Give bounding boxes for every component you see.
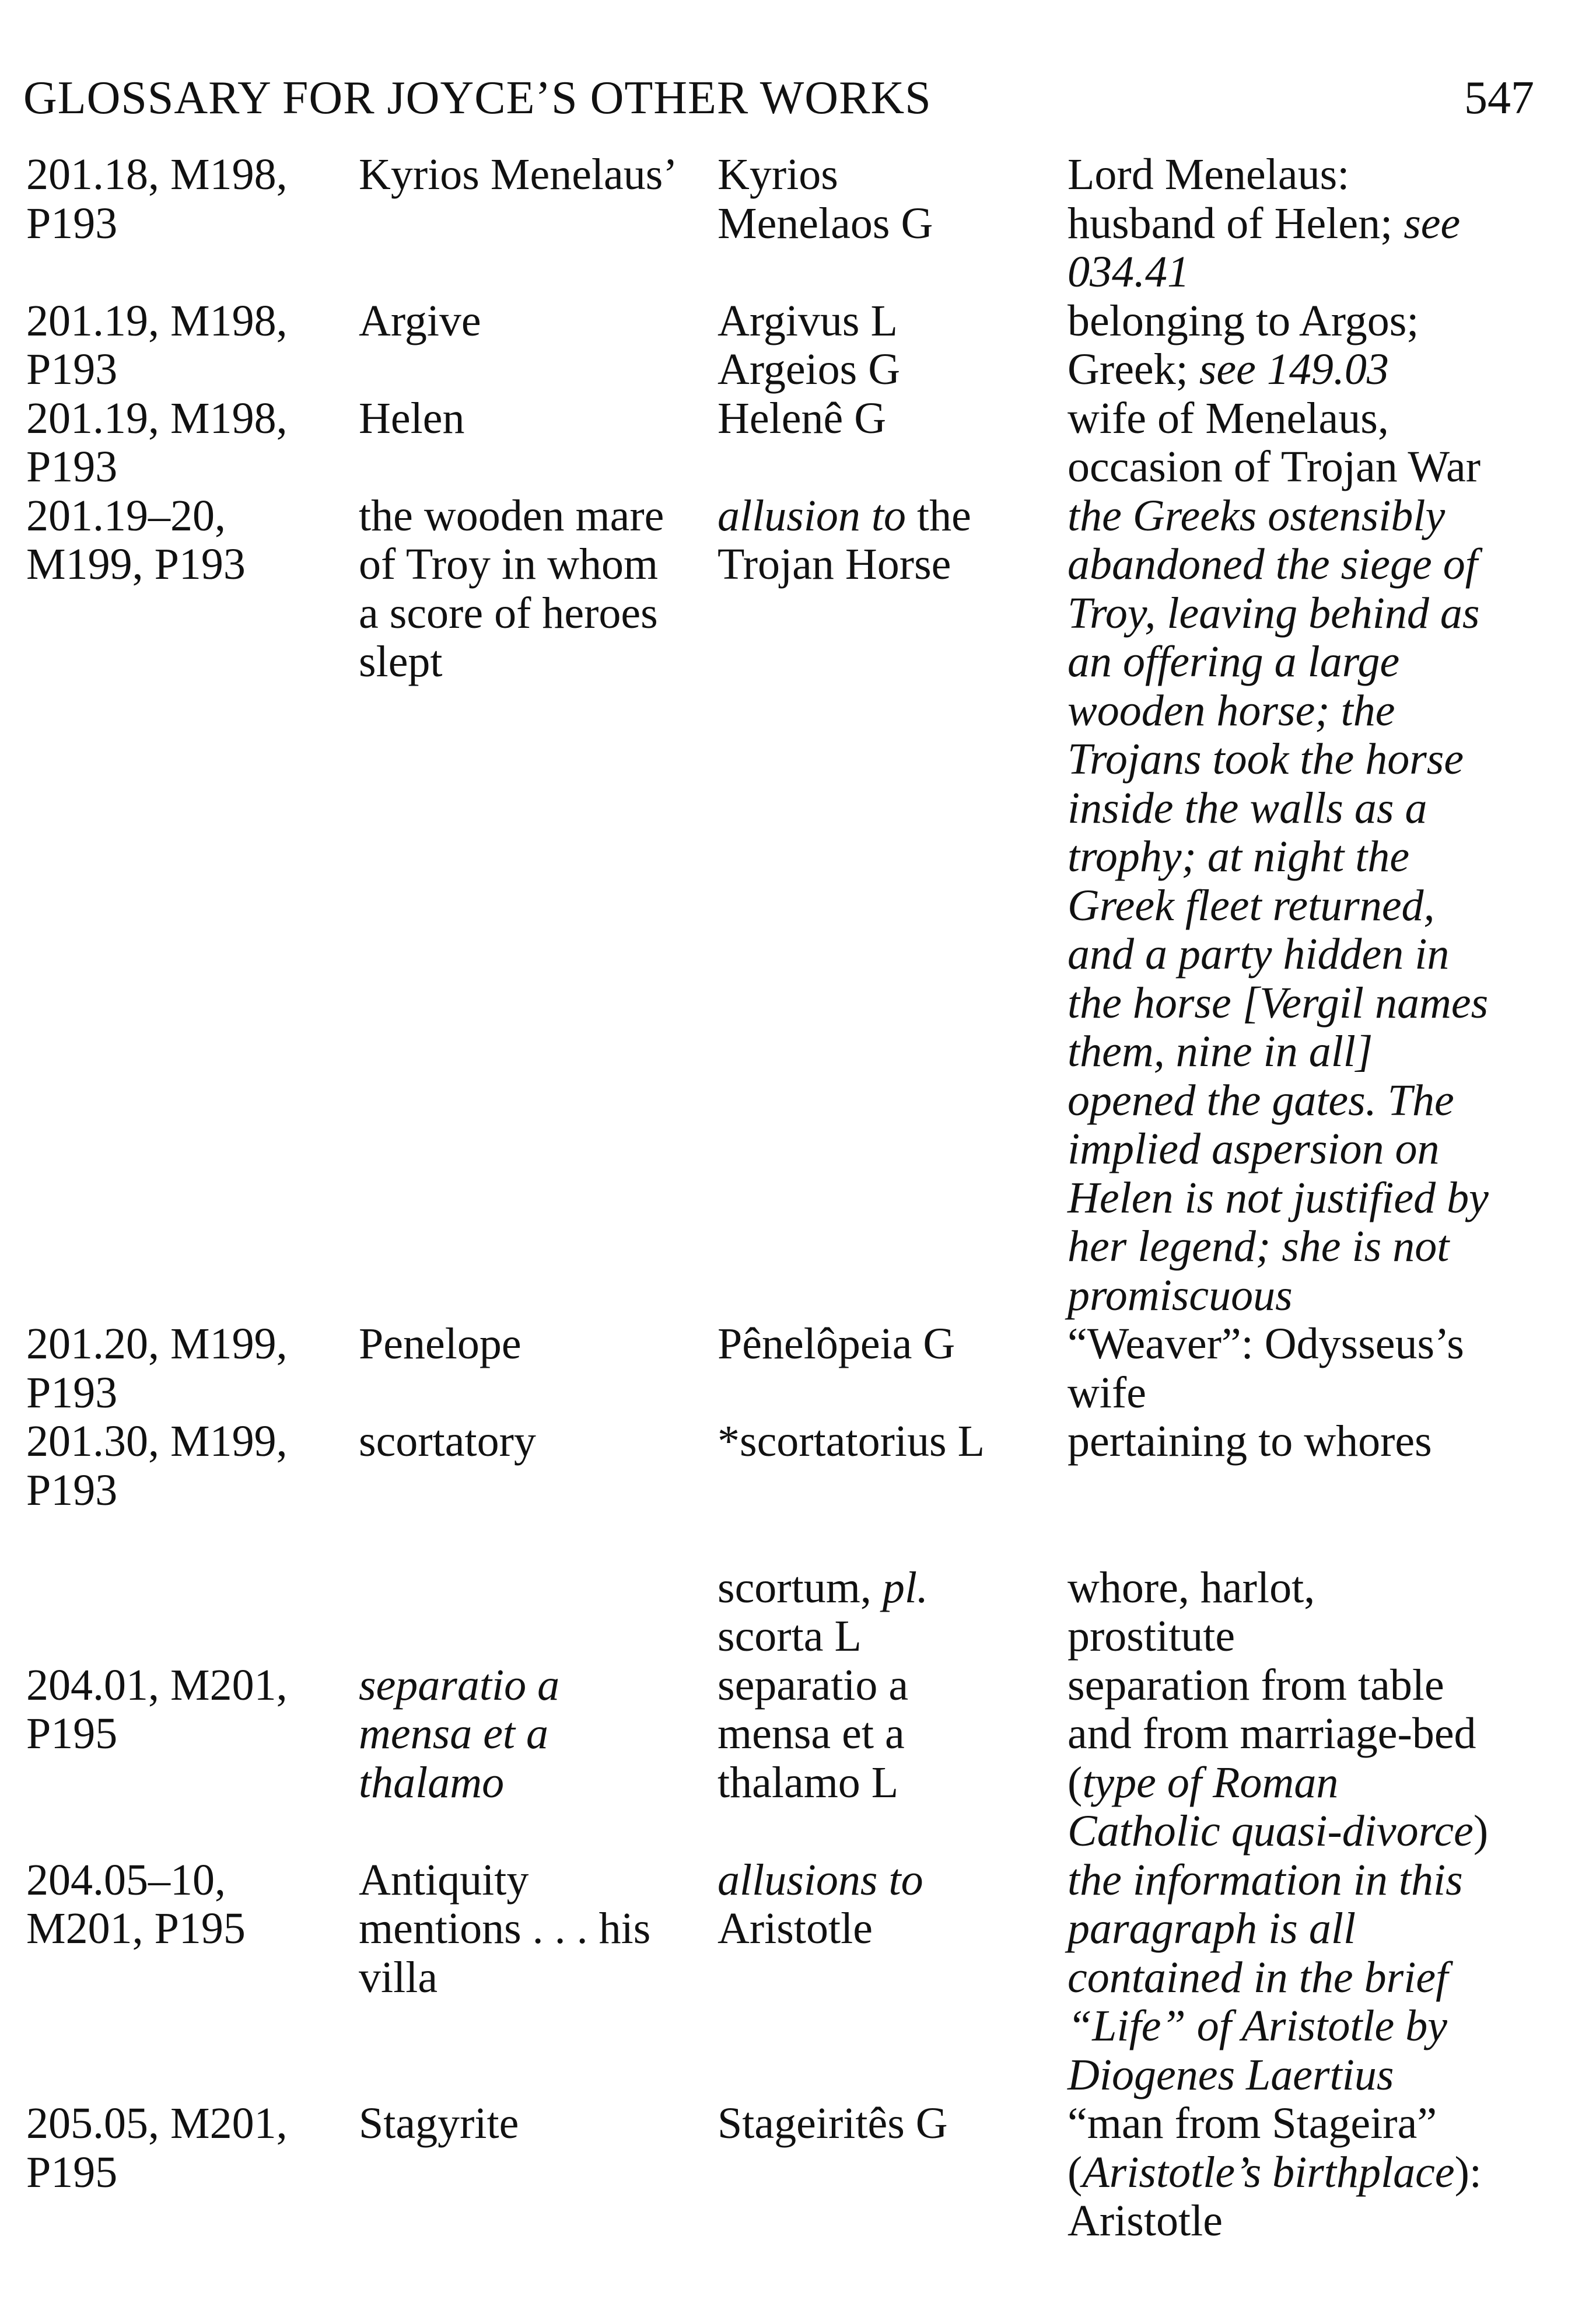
entry-reference-line: 205.05, M201, <box>26 2099 288 2148</box>
entry-definition-text: abandoned the siege of <box>1068 540 1478 589</box>
entry-origin-line <box>718 394 1068 443</box>
entry-definition-line <box>1068 930 1581 979</box>
entry-definition-text: Greek fleet returned, <box>1068 881 1435 930</box>
entry-term <box>359 297 720 346</box>
entry-reference-line: 201.18, M198, <box>26 150 288 199</box>
entry-term-line <box>359 2099 720 2148</box>
entry-definition-line <box>1068 638 1581 687</box>
entry-origin-line <box>718 1856 1068 1905</box>
entry-definition-text: Trojans took the horse <box>1068 735 1464 784</box>
entry-term-text: slept <box>359 637 443 686</box>
glossary-entry <box>0 1564 1596 1661</box>
page-number: 547 <box>1464 72 1534 124</box>
entry-definition-line <box>1068 1369 1581 1418</box>
entry-definition-line <box>1068 833 1581 882</box>
entry-term <box>359 1417 720 1466</box>
entry-origin-line <box>718 1320 1068 1369</box>
entry-term-line <box>359 492 720 541</box>
entry-term-line <box>359 1856 720 1905</box>
entry-definition <box>1068 2099 1581 2246</box>
entry-definition-text: them, nine in all] <box>1068 1027 1373 1076</box>
entry-definition-line <box>1068 1612 1581 1661</box>
entry-origin-text: Aristotle <box>718 1904 873 1953</box>
entry-definition-line <box>1068 1905 1581 1954</box>
entry-definition-text: separation from table <box>1068 1660 1444 1710</box>
entry-reference <box>26 297 353 394</box>
entry-definition-text: Troy, leaving behind as <box>1068 588 1480 638</box>
entry-definition-text: and a party hidden in <box>1068 930 1450 979</box>
entry-definition-line <box>1068 394 1581 443</box>
entry-term-line <box>359 1954 720 2003</box>
entry-origin-line <box>718 151 1068 200</box>
entry-term-text: of Troy in whom <box>359 540 659 589</box>
entry-origin <box>718 394 1068 443</box>
entry-reference <box>26 151 353 248</box>
entry-definition-line <box>1068 1271 1581 1320</box>
entry-definition-line <box>1068 735 1581 784</box>
entry-definition-line <box>1068 443 1581 492</box>
entry-term <box>359 492 720 687</box>
entry-origin-text: Argivus L <box>718 296 898 345</box>
entry-reference-line: P195 <box>26 2147 118 2197</box>
entry-reference-line: 201.19, M198, <box>26 393 288 443</box>
entry-definition-text: “man from Stageira” <box>1068 2099 1437 2148</box>
entry-origin-line <box>718 1564 1068 1613</box>
entry-origin-line <box>718 1759 1068 1808</box>
glossary-entry <box>0 1320 1596 1417</box>
entry-definition-text: wife <box>1068 1368 1147 1417</box>
entry-definition-line <box>1068 492 1581 541</box>
entry-definition-text: her legend; she is not <box>1068 1222 1450 1271</box>
entry-term-line <box>359 1759 720 1808</box>
entry-definition-line <box>1068 1125 1581 1174</box>
entry-term-text: Kyrios Menelaus’ <box>359 150 678 199</box>
entry-definition-text: paragraph is all <box>1068 1904 1356 1953</box>
entry-definition-text: see <box>1404 198 1461 248</box>
running-head-title: GLOSSARY FOR JOYCE’S OTHER WORKS <box>23 72 932 124</box>
entry-reference <box>26 492 353 589</box>
entry-definition-text: an offering a large <box>1068 637 1400 686</box>
entry-definition-text: see 149.03 <box>1199 345 1389 394</box>
entry-definition-text: Helen is not justified by <box>1068 1173 1489 1222</box>
entry-term-text: Argive <box>359 296 481 345</box>
glossary-entry <box>0 1417 1596 1515</box>
entry-origin-text: *scortatorius L <box>718 1417 985 1466</box>
entry-definition-text: Catholic quasi-divorce <box>1068 1807 1474 1856</box>
entry-definition-line <box>1068 1077 1581 1126</box>
entry-definition-text: promiscuous <box>1068 1270 1293 1320</box>
entry-reference-line: 201.30, M199, <box>26 1417 288 1466</box>
entry-definition-text: “Life” of Aristotle by <box>1068 2001 1448 2050</box>
entry-term <box>359 1661 720 1808</box>
glossary-entry <box>0 492 1596 1320</box>
entry-definition-text: ) <box>1473 1807 1489 1856</box>
entry-term-text: Stagyrite <box>359 2099 519 2148</box>
entry-term-text: mensa et a <box>359 1709 549 1758</box>
entry-definition-text: inside the walls as a <box>1068 783 1427 833</box>
entry-origin-line <box>718 1905 1068 1954</box>
entry-origin-text: Kyrios <box>718 150 838 199</box>
entry-reference-line: 204.05–10, <box>26 1855 226 1905</box>
entry-origin-line <box>718 540 1068 589</box>
entry-origin-line <box>718 1661 1068 1710</box>
entry-definition-line <box>1068 297 1581 346</box>
entry-origin-line <box>718 345 1068 394</box>
entry-definition-line <box>1068 2002 1581 2051</box>
entry-reference <box>26 394 353 492</box>
glossary-entry <box>0 2099 1596 2246</box>
entry-definition-text: ( <box>1068 1758 1083 1807</box>
entry-definition-text: ): <box>1454 2147 1482 2197</box>
entry-definition-text: Aristotle’s birthplace <box>1082 2147 1455 2197</box>
entry-origin <box>718 1417 1068 1466</box>
entry-term-line <box>359 638 720 687</box>
entry-reference-line: M201, P195 <box>26 1904 246 1953</box>
entry-definition-text: occasion of Trojan War <box>1068 442 1481 491</box>
entry-origin-text: separatio a <box>718 1660 909 1710</box>
entry-definition-text: pertaining to whores <box>1068 1417 1432 1466</box>
entry-origin-text: Helenê G <box>718 393 887 443</box>
entry-term-text: thalamo <box>359 1758 505 1807</box>
entry-term <box>359 1856 720 2003</box>
entry-reference-line: 201.20, M199, <box>26 1319 288 1368</box>
entry-reference <box>26 1661 353 1759</box>
glossary-entry <box>0 1661 1596 1856</box>
entry-term <box>359 2099 720 2148</box>
entry-origin <box>718 1564 1068 1661</box>
entry-origin-text: Argeios G <box>718 345 901 394</box>
entry-term-line <box>359 540 720 589</box>
entry-term-text: a score of heroes <box>359 588 658 638</box>
entry-term-text: villa <box>359 1952 438 2002</box>
entry-reference-line: 201.19–20, <box>26 491 226 540</box>
entry-reference <box>26 1856 353 1954</box>
entry-definition-text: whore, harlot, <box>1068 1563 1315 1612</box>
entry-definition-text: husband of Helen; <box>1068 198 1404 248</box>
entry-reference-line: P193 <box>26 345 118 394</box>
entry-term-line <box>359 589 720 638</box>
entry-origin-text: Menelaos G <box>718 198 933 248</box>
entry-definition-line <box>1068 1564 1581 1613</box>
entry-origin-line <box>718 1417 1068 1466</box>
entry-definition-line <box>1068 882 1581 931</box>
entry-definition-text: Lord Menelaus: <box>1068 150 1350 199</box>
entry-origin-line <box>718 2099 1068 2148</box>
entry-term-text: Antiquity <box>359 1855 529 1905</box>
entry-reference-line: P193 <box>26 1465 118 1515</box>
entry-definition-text: wife of Menelaus, <box>1068 393 1389 443</box>
glossary-entry <box>0 394 1596 492</box>
entry-term <box>359 151 720 200</box>
entry-definition-line <box>1068 248 1581 297</box>
page-header <box>23 69 1534 133</box>
entry-definition-text: ( <box>1068 2147 1083 2197</box>
entry-definition-line <box>1068 2148 1581 2197</box>
entry-origin <box>718 151 1068 248</box>
entry-definition-line <box>1068 540 1581 589</box>
entry-reference-line: P193 <box>26 198 118 248</box>
entry-origin-text: allusions to <box>718 1855 923 1905</box>
entry-definition-text: and from marriage-bed <box>1068 1709 1476 1758</box>
entry-definition-line <box>1068 1710 1581 1759</box>
entry-term-line <box>359 394 720 443</box>
entry-definition <box>1068 1417 1581 1466</box>
entry-definition <box>1068 1564 1581 1661</box>
entry-definition-text: implied aspersion on <box>1068 1124 1440 1173</box>
entry-origin <box>718 297 1068 394</box>
glossary-entry <box>0 1856 1596 2100</box>
entry-definition-text: the horse [Vergil names <box>1068 978 1489 1028</box>
entry-origin <box>718 1661 1068 1808</box>
entry-origin-text: scorta L <box>718 1612 862 1661</box>
entry-definition-line <box>1068 2099 1581 2148</box>
entry-reference <box>26 2099 353 2197</box>
entry-definition-text: the Greeks ostensibly <box>1068 491 1446 540</box>
entry-definition-line <box>1068 1320 1581 1369</box>
entry-origin-text: Stageiritês G <box>718 2099 948 2148</box>
entry-definition-line <box>1068 1028 1581 1077</box>
glossary-entries <box>0 151 1596 2246</box>
entry-definition-line <box>1068 784 1581 833</box>
entry-definition <box>1068 492 1581 1320</box>
entry-origin <box>718 1320 1068 1369</box>
entry-definition-text: trophy; at night the <box>1068 832 1410 881</box>
entry-origin-text: the <box>906 491 971 540</box>
entry-definition-line <box>1068 151 1581 200</box>
entry-definition-text: Diogenes Laertius <box>1068 2050 1394 2099</box>
entry-term-line <box>359 1320 720 1369</box>
entry-definition-line <box>1068 687 1581 736</box>
entry-term-text: mentions . . . his <box>359 1904 651 1953</box>
entry-reference-line: 201.19, M198, <box>26 296 288 345</box>
glossary-entry <box>0 297 1596 394</box>
entry-term <box>359 394 720 443</box>
entry-term-line <box>359 151 720 200</box>
entry-origin-text: mensa et a <box>718 1709 905 1758</box>
entry-definition-line <box>1068 1759 1581 1808</box>
entry-definition <box>1068 1661 1581 1856</box>
entry-definition <box>1068 151 1581 297</box>
entry-definition <box>1068 394 1581 492</box>
entry-definition-line <box>1068 1222 1581 1271</box>
entry-reference-line: P193 <box>26 442 118 491</box>
entry-reference <box>26 1417 353 1515</box>
entry-definition <box>1068 297 1581 394</box>
entry-term-line <box>359 1710 720 1759</box>
entry-origin <box>718 2099 1068 2148</box>
entry-term-line <box>359 1905 720 1954</box>
entry-definition-line <box>1068 589 1581 638</box>
entry-term-text: the wooden mare <box>359 491 664 540</box>
entry-term-text: separatio a <box>359 1660 560 1710</box>
entry-term-line <box>359 1661 720 1710</box>
entry-definition-text: the information in this <box>1068 1855 1463 1905</box>
entry-definition-line <box>1068 1417 1581 1466</box>
entry-term-text: scortatory <box>359 1417 536 1466</box>
entry-definition-text: contained in the brief <box>1068 1952 1448 2002</box>
entry-origin-text: allusion to <box>718 491 907 540</box>
entry-definition-text: opened the gates. The <box>1068 1075 1454 1125</box>
entry-reference-line: P193 <box>26 1368 118 1417</box>
entry-reference-line: P195 <box>26 1709 118 1758</box>
entry-reference-line: M199, P193 <box>26 540 246 589</box>
entry-definition-text: Aristotle <box>1068 2196 1223 2245</box>
entry-origin <box>718 492 1068 589</box>
entry-reference <box>26 1320 353 1417</box>
entry-term-text: Penelope <box>359 1319 522 1368</box>
entry-definition-text: type of Roman <box>1082 1758 1339 1807</box>
entry-origin-line <box>718 492 1068 541</box>
entry-definition-line <box>1068 1661 1581 1710</box>
entry-definition-text: “Weaver”: Odysseus’s <box>1068 1319 1464 1368</box>
entry-term <box>359 1320 720 1369</box>
entry-origin-text: Trojan Horse <box>718 540 951 589</box>
entry-definition-text: belonging to Argos; <box>1068 296 1419 345</box>
entry-origin-line <box>718 297 1068 346</box>
entry-reference-line: 204.01, M201, <box>26 1660 288 1710</box>
entry-origin <box>718 1856 1068 1954</box>
entry-definition-line <box>1068 1856 1581 1905</box>
entry-term-text: Helen <box>359 393 465 443</box>
entry-origin-line <box>718 1710 1068 1759</box>
entry-definition <box>1068 1320 1581 1417</box>
entry-origin-text: pl. <box>882 1563 928 1612</box>
entry-definition-line <box>1068 1954 1581 2003</box>
entry-definition-text: Greek; <box>1068 345 1199 394</box>
entry-definition-text: wooden horse; the <box>1068 686 1395 735</box>
entry-origin-text: scortum, <box>718 1563 883 1612</box>
entry-definition-line <box>1068 979 1581 1028</box>
entry-definition-line <box>1068 2197 1581 2246</box>
entry-origin-text: Pênelôpeia G <box>718 1319 956 1368</box>
entry-definition-line <box>1068 345 1581 394</box>
entry-term-line <box>359 297 720 346</box>
entry-definition-line <box>1068 1807 1581 1856</box>
entry-origin-line <box>718 200 1068 249</box>
entry-definition-line <box>1068 1174 1581 1223</box>
entry-origin-text: thalamo L <box>718 1758 899 1807</box>
entry-definition <box>1068 1856 1581 2100</box>
entry-definition-text: prostitute <box>1068 1612 1236 1661</box>
entry-definition-line <box>1068 2051 1581 2100</box>
entry-origin-line <box>718 1612 1068 1661</box>
glossary-entry <box>0 151 1596 297</box>
entry-definition-text: 034.41 <box>1068 247 1189 296</box>
entry-definition-line <box>1068 200 1581 249</box>
entry-term-line <box>359 1417 720 1466</box>
